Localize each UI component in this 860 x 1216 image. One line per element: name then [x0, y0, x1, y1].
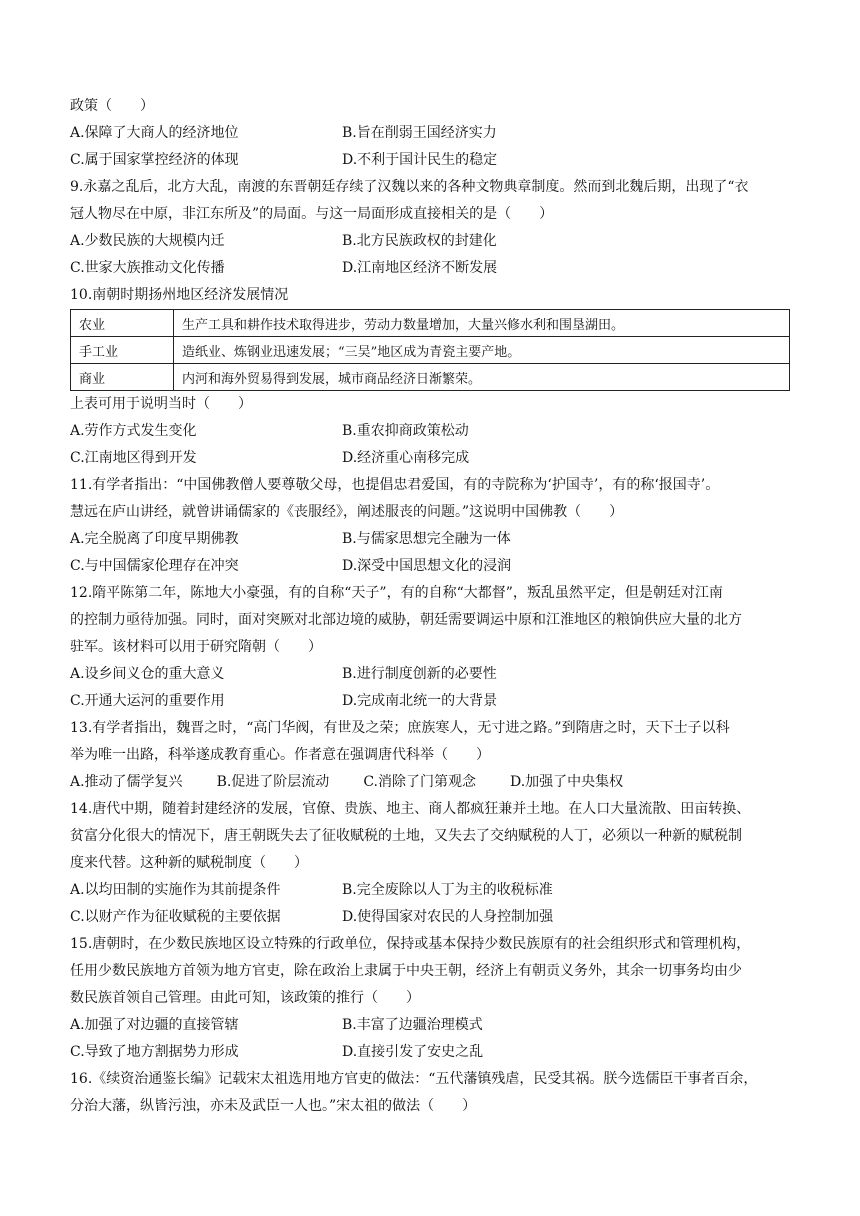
option-row: [70, 661, 790, 688]
option-b: B.丰富了边疆治理模式: [342, 1017, 483, 1033]
question-stem-line: 14.唐代中期，随着封建经济的发展，官僚、贵族、地主、商人都疯狂兼并土地。在人口大量流散、田亩转换、: [70, 801, 751, 817]
question-stem-line: 度来代替。这种新的赋税制度（ ）: [70, 855, 308, 871]
question-stem-line: 13.有学者指出，魏晋之时，“高门华阀，有世及之荣；庶族寒人，无寸进之路。”到隋唐之时，天下士子以科: [70, 720, 730, 736]
question-stem-line: 举为唯一出路，科举遂成教育重心。作者意在强调唐代科举（ ）: [70, 747, 490, 763]
question-stem-line: 驻军。该材料可以用于研究隋朝（ ）: [70, 639, 322, 655]
question-title: 10.南朝时期扬州地区经济发展情况: [70, 287, 289, 303]
question-8: [70, 93, 790, 174]
question-stem-line: 12.隋平陈第二年，陈地大小豪强，有的自称“天子”，有的自称“大都督”，叛乱虽然平定，但是朝廷对江南: [70, 585, 723, 601]
option-c: C.开通大运河的重要作用: [70, 693, 225, 709]
question-16: [70, 1066, 790, 1120]
question-14: [70, 796, 790, 931]
option-a: A.推动了儒学复兴: [70, 774, 183, 790]
option-d: D.经济重心南移完成: [342, 450, 470, 466]
question-stem-line: 慧远在庐山讲经，就曾讲诵儒家的《丧服经》，阐述服丧的问题。”这说明中国佛教（ ）: [70, 504, 624, 520]
question-stem-line: 分治大藩，纵皆污浊，亦未及武臣一人也。”宋太祖的做法（ ）: [70, 1098, 477, 1114]
table-cell-category: 手工业: [71, 337, 174, 364]
option-d: D.加强了中央集权: [509, 774, 624, 790]
option-c: C.与中国儒家伦理存在冲突: [70, 558, 239, 574]
table-row: [71, 310, 790, 337]
option-c: C.以财产作为征收赋税的主要依据: [70, 909, 281, 925]
option-a: A.少数民族的大规模内迁: [70, 233, 225, 249]
option-row: [70, 445, 790, 472]
question-stem-line: 16.《续资治通鉴长编》记载宋太祖选用地方官吏的做法：“五代藩镇残虐，民受其祸。朕今选儒臣干事者百余，: [70, 1071, 758, 1087]
table-cell-category: 商业: [71, 364, 174, 391]
question-15: [70, 931, 790, 1066]
option-row: [70, 1039, 790, 1066]
option-d: D.深受中国思想文化的浸润: [342, 558, 512, 574]
question-stem-line: 冠人物尽在中原，非江东所及”的局面。与这一局面形成直接相关的是（ ）: [70, 206, 554, 222]
option-c: C.消除了门第观念: [363, 774, 476, 790]
option-row: [70, 228, 790, 255]
option-b: B.完全废除以人丁为主的收税标准: [342, 882, 553, 898]
economy-table: [70, 309, 790, 391]
question-stem-line: 15.唐朝时，在少数民族地区设立特殊的行政单位，保持或基本保持少数民族原有的社会组织形式和管理机构，: [70, 936, 751, 952]
question-stem-line: 任用少数民族地方首领为地方官吏，除在政治上隶属于中央王朝，经济上有朝贡义务外，其余一切事务均由少: [70, 963, 742, 979]
option-b: B.北方民族政权的封建化: [342, 233, 497, 249]
option-row: [70, 147, 790, 174]
option-d: D.直接引发了安史之乱: [342, 1044, 484, 1060]
option-c: C.世家大族推动文化传播: [70, 260, 225, 276]
question-10: [70, 282, 790, 472]
option-b: B.重农抑商政策松动: [342, 423, 469, 439]
option-c: C.属于国家掌控经济的体现: [70, 152, 239, 168]
option-b: B.进行制度创新的必要性: [342, 666, 497, 682]
option-a: A.加强了对边疆的直接管辖: [70, 1017, 239, 1033]
question-9: [70, 174, 790, 282]
option-a: A.以均田制的实施作为其前提条件: [70, 882, 281, 898]
option-row: [70, 418, 790, 445]
question-stem-line: 政策（ ）: [70, 98, 154, 114]
question-stem-line: 贫富分化很大的情况下，唐王朝既失去了征收赋税的土地，又失去了交纳赋税的人丁，必须以一种新的赋税制: [70, 828, 742, 844]
option-row: [70, 877, 790, 904]
option-a: A.设乡间义仓的重大意义: [70, 666, 225, 682]
option-row: [70, 769, 790, 796]
question-stem-line: 上表可用于说明当时（ ）: [70, 396, 252, 412]
option-c: C.江南地区得到开发: [70, 450, 197, 466]
option-b: B.旨在削弱王国经济实力: [342, 125, 497, 141]
option-d: D.完成南北统一的大背景: [342, 693, 498, 709]
table-cell-description: 造纸业、炼钢业迅速发展；“三吴”地区成为青瓷主要产地。: [174, 337, 790, 364]
question-stem-line: 的控制力亟待加强。同时，面对突厥对北部边境的威胁，朝廷需要调运中原和江淮地区的粮饷供应大量的北方: [70, 612, 742, 628]
option-row: [70, 255, 790, 282]
question-12: [70, 580, 790, 715]
option-row: [70, 1012, 790, 1039]
exam-page: [70, 93, 790, 1120]
option-row: [70, 553, 790, 580]
table-cell-description: 生产工具和耕作技术取得进步，劳动力数量增加，大量兴修水利和围垦湖田。: [174, 310, 790, 337]
option-b: B.促进了阶层流动: [216, 774, 330, 790]
option-c: C.导致了地方割据势力形成: [70, 1044, 239, 1060]
table-row: [71, 337, 790, 364]
option-a: A.保障了大商人的经济地位: [70, 125, 239, 141]
option-a: A.劳作方式发生变化: [70, 423, 197, 439]
option-a: A.完全脱离了印度早期佛教: [70, 531, 239, 547]
option-row: [70, 904, 790, 931]
table-cell-description: 内河和海外贸易得到发展，城市商品经济日渐繁荣。: [174, 364, 790, 391]
question-13: [70, 715, 790, 796]
question-stem-line: 11.有学者指出：“中国佛教僧人要尊敬父母，也提倡忠君爱国，有的寺院称为‘护国寺’，有的称‘报国寺’。: [70, 477, 720, 493]
option-row: [70, 526, 790, 553]
option-d: D.不利于国计民生的稳定: [342, 152, 498, 168]
option-b: B.与儒家思想完全融为一体: [342, 531, 511, 547]
question-stem-line: 9.永嘉之乱后，北方大乱，南渡的东晋朝廷存续了汉魏以来的各种文物典章制度。然而到北魏后期，出现了“衣: [70, 179, 749, 195]
question-stem-line: 数民族首领自己管理。由此可知，该政策的推行（ ）: [70, 990, 420, 1006]
table-cell-category: 农业: [71, 310, 174, 337]
question-11: [70, 472, 790, 580]
table-row: [71, 364, 790, 391]
option-d: D.使得国家对农民的人身控制加强: [342, 909, 554, 925]
option-row: [70, 120, 790, 147]
option-row: [70, 688, 790, 715]
option-d: D.江南地区经济不断发展: [342, 260, 498, 276]
